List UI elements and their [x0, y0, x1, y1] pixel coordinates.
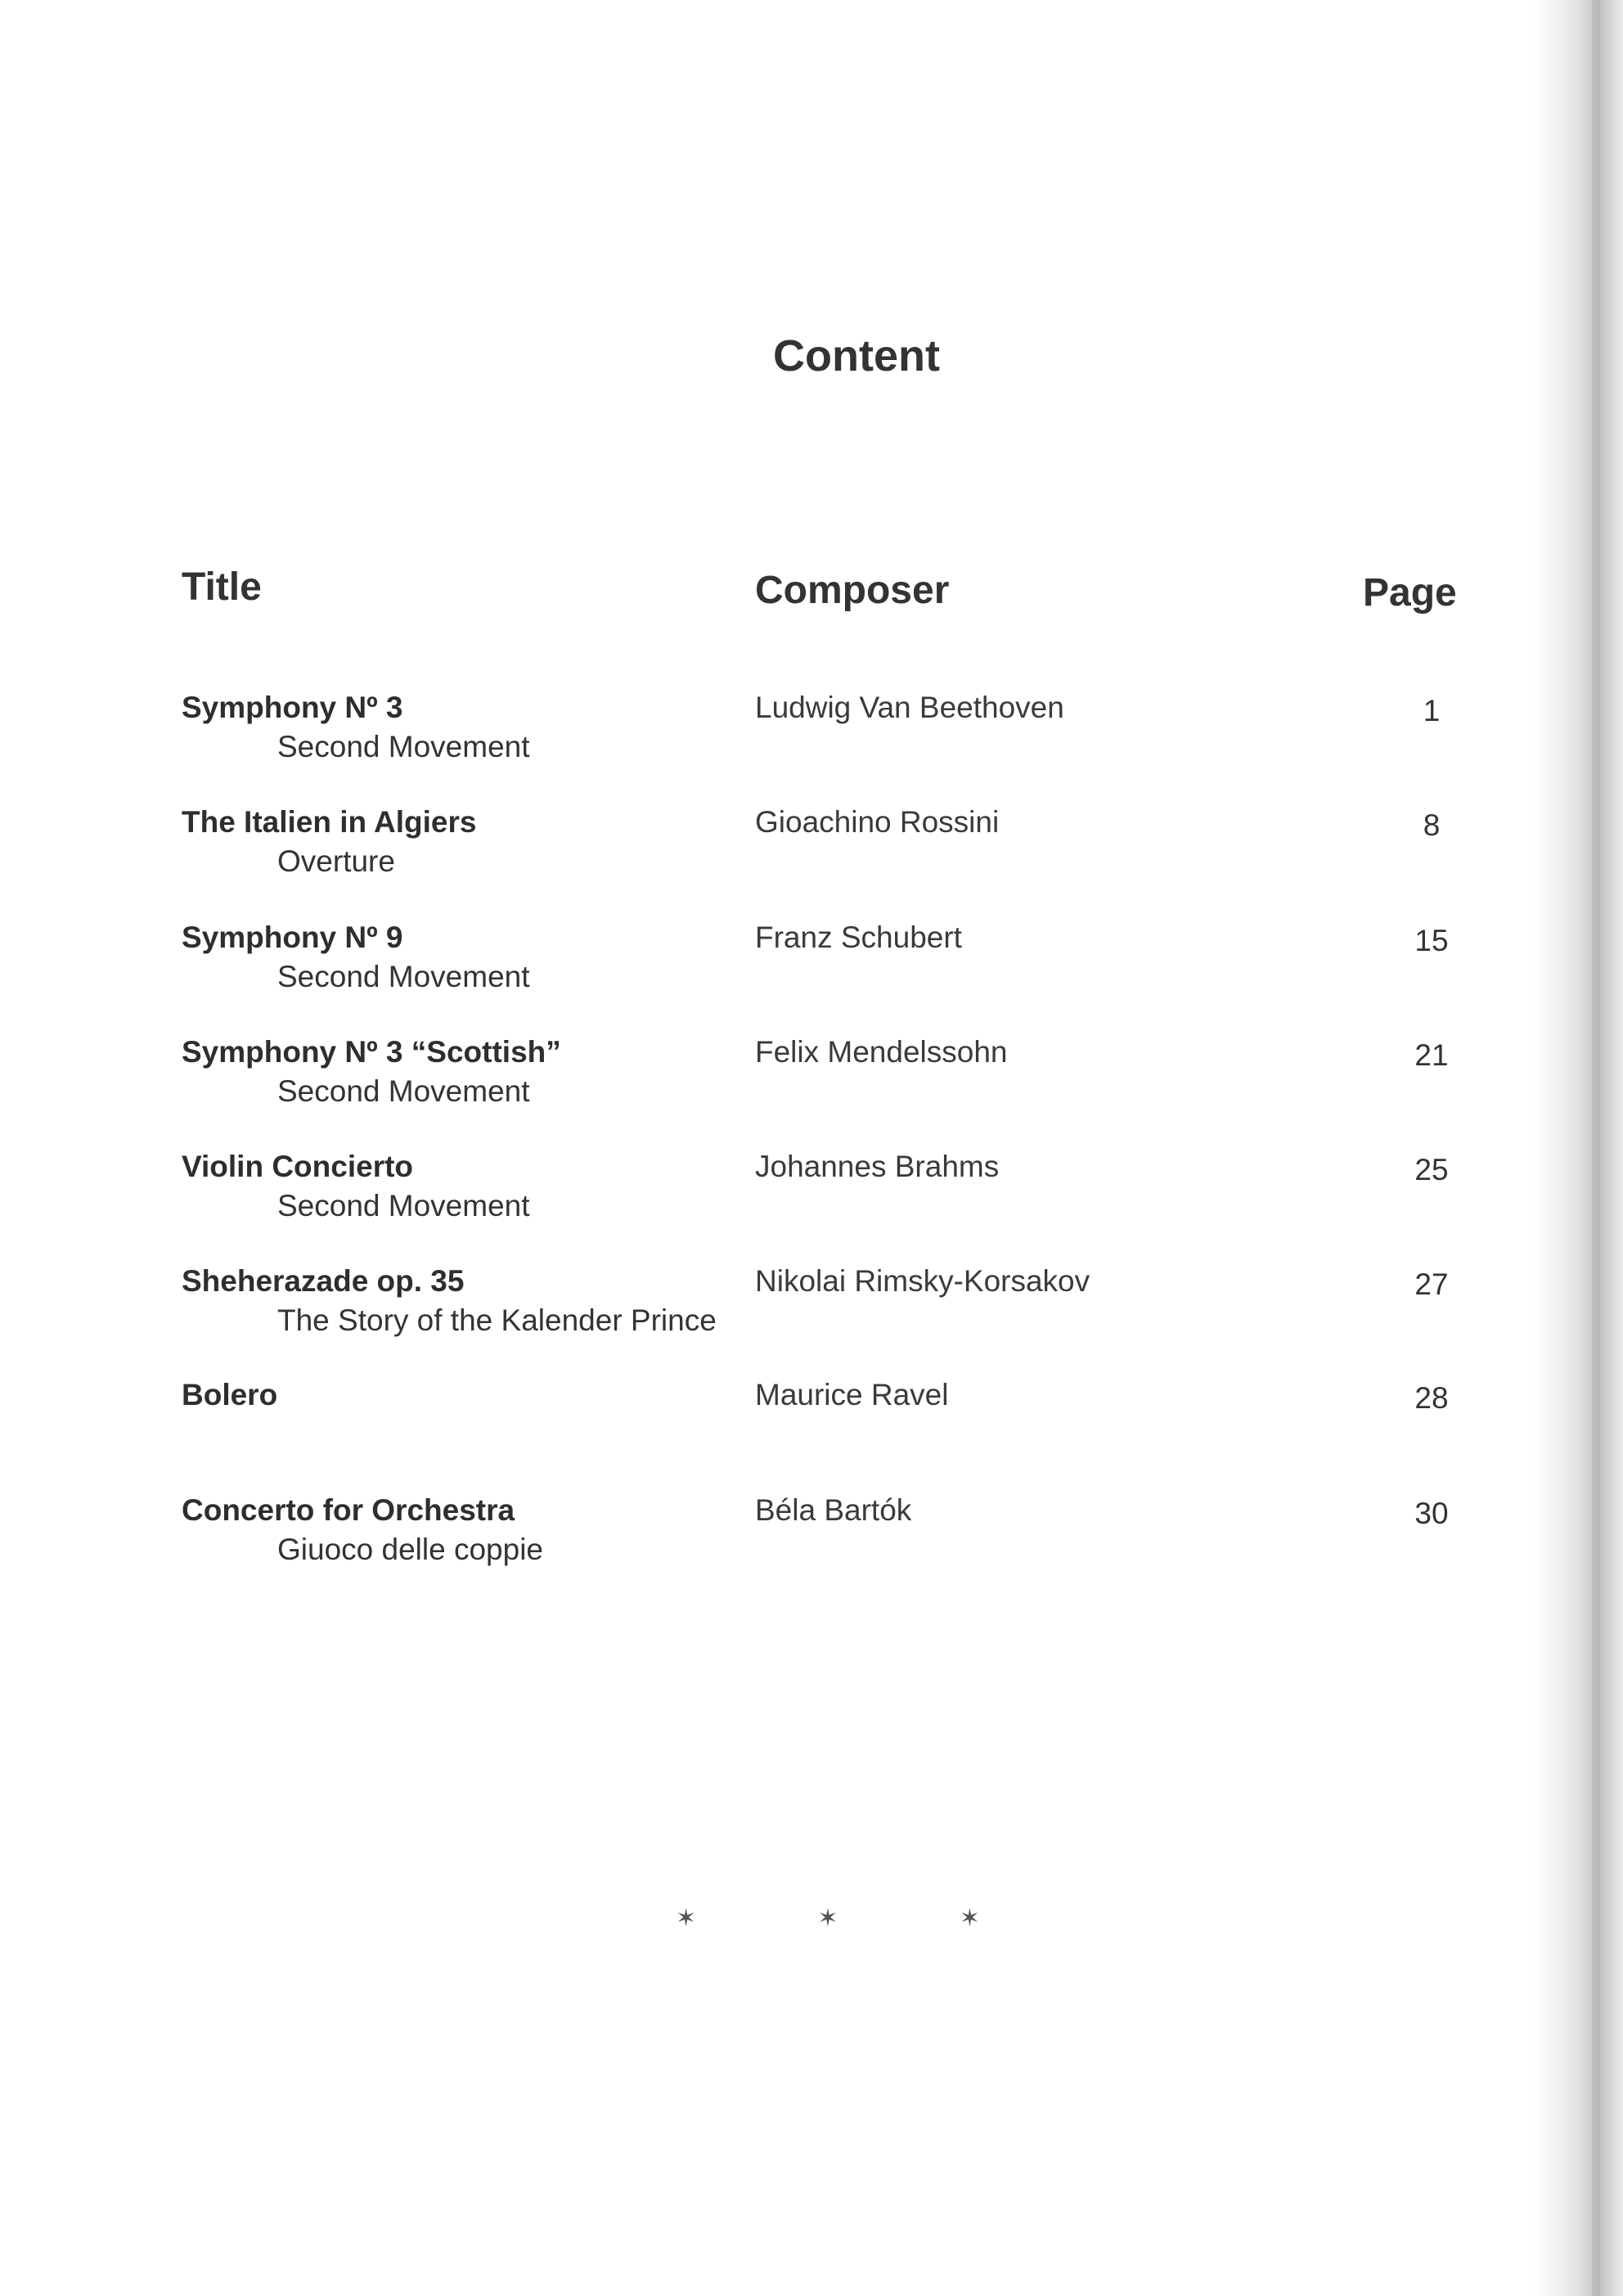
toc-entry: [0, 807, 1623, 905]
entry-subtitle: Second Movement: [277, 1189, 530, 1222]
entry-page-number: 30: [1414, 1497, 1449, 1530]
entry-subtitle: Giuoco delle coppie: [277, 1533, 543, 1566]
entry-composer: Nikolai Rimsky-Korsakov: [755, 1264, 1090, 1298]
entry-composer: Béla Bartók: [755, 1493, 912, 1527]
entry-composer: Franz Schubert: [755, 921, 962, 954]
toc-entry: [0, 1266, 1623, 1364]
toc-entry: [0, 922, 1623, 1020]
page-title: Content: [773, 331, 940, 380]
entry-title: Concerto for Orchestra: [182, 1493, 515, 1527]
entry-composer: Johannes Brahms: [755, 1150, 1000, 1183]
entry-title: Symphony Nº 3: [182, 691, 403, 724]
entry-composer: Maurice Ravel: [755, 1378, 949, 1411]
entry-page-number: 15: [1414, 924, 1449, 957]
column-header-composer: Composer: [755, 569, 950, 612]
column-header-title: Title: [182, 565, 262, 609]
toc-entry: [0, 692, 1623, 790]
entry-title: Symphony Nº 3 “Scottish”: [182, 1035, 561, 1069]
decorative-asterisks: ✶ ✶ ✶: [675, 1905, 1038, 1932]
entry-composer: Ludwig Van Beethoven: [755, 691, 1064, 724]
entry-page-number: 1: [1423, 694, 1441, 727]
toc-entry: [0, 1495, 1623, 1593]
entry-title: Symphony Nº 9: [182, 921, 403, 954]
entry-subtitle: The Story of the Kalender Prince: [277, 1303, 717, 1337]
entry-subtitle: Second Movement: [277, 730, 530, 763]
entry-composer: Gioachino Rossini: [755, 805, 1000, 839]
entry-title: Violin Concierto: [182, 1150, 414, 1183]
entry-page-number: 25: [1414, 1153, 1449, 1186]
entry-subtitle: Second Movement: [277, 960, 530, 993]
toc-entry: [0, 1037, 1623, 1135]
entry-title: The Italien in Algiers: [182, 805, 477, 839]
column-header-page: Page: [1363, 571, 1457, 615]
entry-title: Sheherazade op. 35: [182, 1264, 465, 1298]
toc-entry: [0, 1151, 1623, 1249]
toc-entry: [0, 1380, 1623, 1478]
entry-page-number: 8: [1423, 808, 1441, 842]
entry-page-number: 28: [1414, 1381, 1449, 1415]
entry-page-number: 21: [1414, 1038, 1449, 1072]
entry-composer: Felix Mendelssohn: [755, 1035, 1008, 1069]
entry-title: Bolero: [182, 1378, 278, 1411]
entry-subtitle: Overture: [277, 844, 395, 878]
entry-page-number: 27: [1414, 1267, 1449, 1301]
entry-subtitle: Second Movement: [277, 1074, 530, 1108]
